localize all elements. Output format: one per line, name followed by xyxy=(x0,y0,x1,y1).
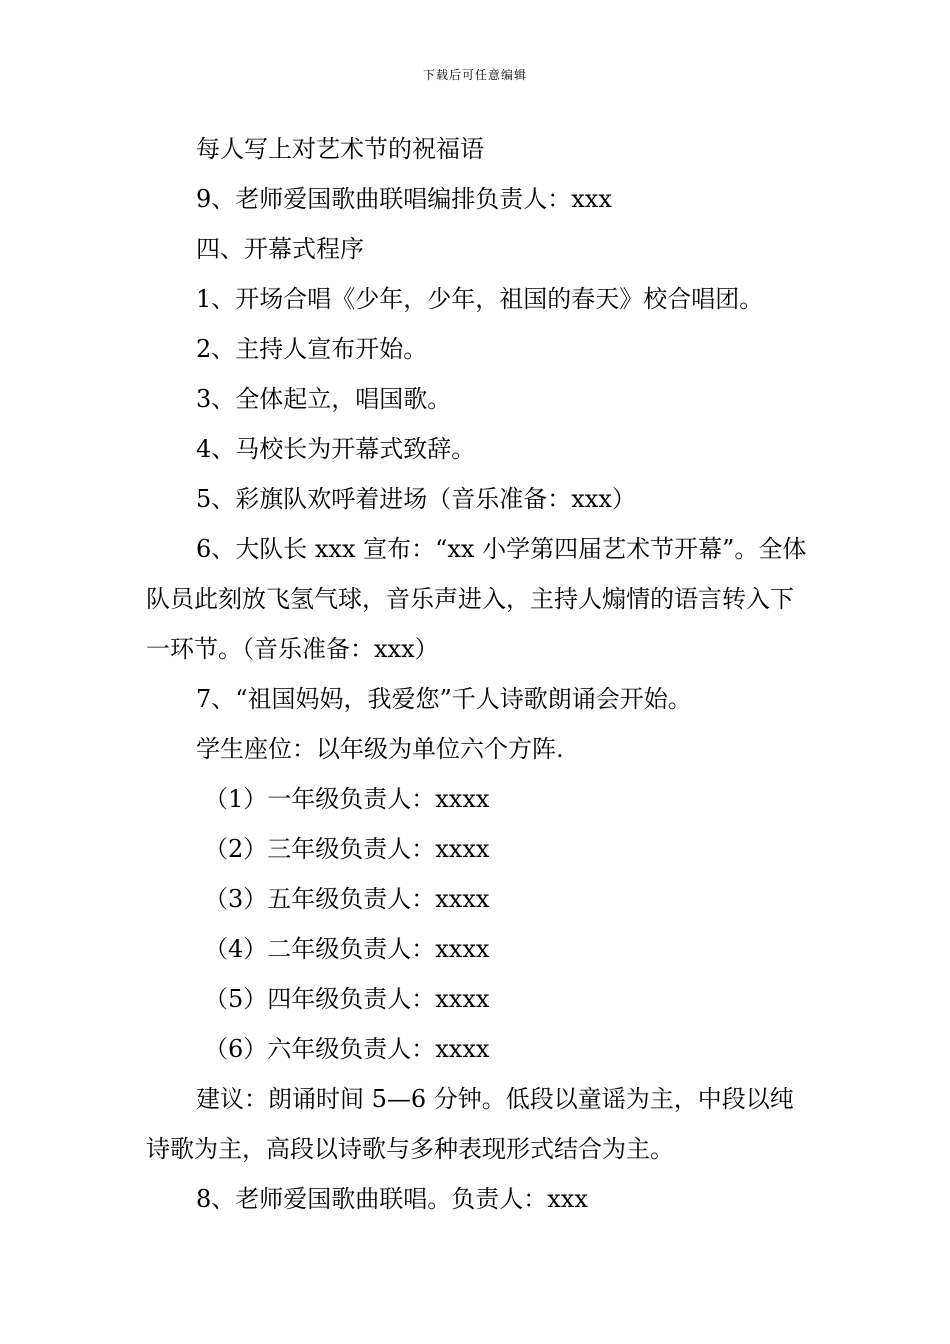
paragraph-blessing: 每人写上对艺术节的祝福语 xyxy=(196,135,484,163)
paragraph-suggestion: 建议：朗诵时间 5—6 分钟。低段以童谣为主，中段以纯诗歌为主，高段以诗歌与多种表现形式结合为主。 xyxy=(146,1085,794,1163)
paragraph-step-2: 2、主持人宣布开始。 xyxy=(196,335,428,363)
paragraph-seating: 学生座位：以年级为单位六个方阵. xyxy=(196,735,564,763)
list-item-grade-6: （6）六年级负责人：xxxx xyxy=(204,1035,490,1063)
paragraph-item-9: 9、老师爱国歌曲联唱编排负责人：xxx xyxy=(196,185,612,213)
section-heading-opening-ceremony: 四、开幕式程序 xyxy=(196,235,364,263)
list-item-grade-2: （4）二年级负责人：xxxx xyxy=(204,935,490,963)
list-item-grade-5: （3）五年级负责人：xxxx xyxy=(204,885,490,913)
list-item-grade-3: （2）三年级负责人：xxxx xyxy=(204,835,490,863)
paragraph-item-8: 8、老师爱国歌曲联唱。负责人：xxx xyxy=(196,1185,588,1213)
paragraph-step-4: 4、马校长为开幕式致辞。 xyxy=(196,435,476,463)
paragraph-step-7: 7、“祖国妈妈，我爱您”千人诗歌朗诵会开始。 xyxy=(196,685,692,713)
list-item-grade-4: （5）四年级负责人：xxxx xyxy=(204,985,490,1013)
paragraph-step-6: 6、大队长 xxx 宣布：“xx 小学第四届艺术节开幕”。全体队员此刻放飞氢气球，音乐声进入，主持人煽情的语言转入下一环节。（音乐准备：xxx） xyxy=(146,535,807,663)
document-body xyxy=(146,124,810,1224)
list-item-grade-1: （1）一年级负责人：xxxx xyxy=(204,785,490,813)
paragraph-step-3: 3、全体起立，唱国歌。 xyxy=(196,385,452,413)
page-header-note: 下载后可任意编辑 xyxy=(422,68,527,82)
paragraph-step-1: 1、开场合唱《少年，少年，祖国的春天》校合唱团。 xyxy=(196,285,764,313)
paragraph-step-5: 5、彩旗队欢呼着进场（音乐准备：xxx） xyxy=(196,485,636,513)
